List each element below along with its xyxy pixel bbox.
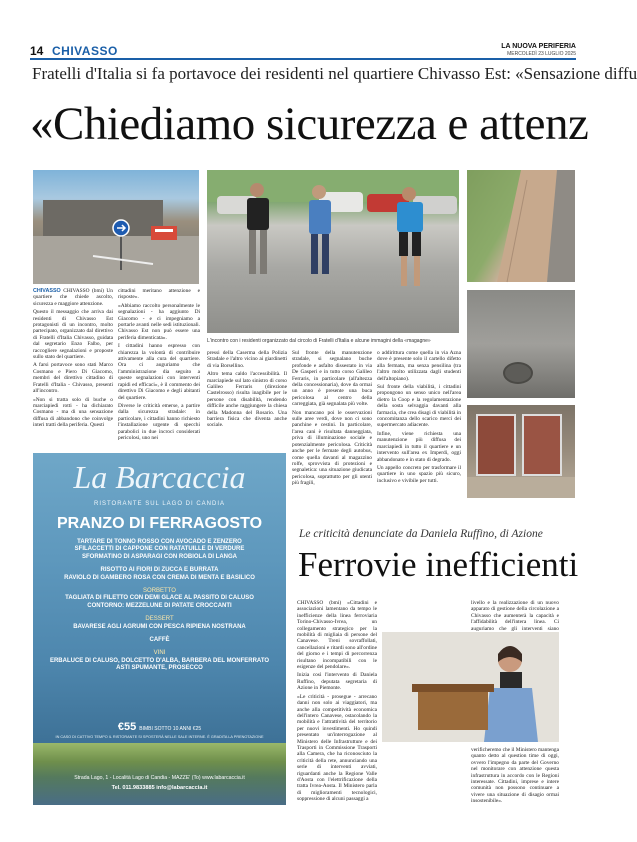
paragraph: «Non si tratta solo di buche o marciapiedi rotti - ha dichiarato Cosmano - ma di una sensazione diffusa di abbandono che coinvolge interi tratti della periferia. Questi	[33, 396, 113, 429]
ad-small-print: IN CASO DI CATTIVO TEMPO IL RISTORANTE SI SPOSTERÀ NELLE SALE INTERNE. È GRADITA LA PRENOTAZIONE	[55, 735, 264, 739]
ad-price	[33, 721, 286, 733]
article2-column-3	[471, 747, 559, 807]
paragraph: pressi della Caserma della Polizia Stradale e l'altro vicino ai giardinetti di via Borsellino.	[207, 350, 287, 369]
price-value: €55	[117, 721, 137, 733]
ad-title: La Barcaccia	[73, 459, 246, 495]
menu-line: SFILACCETTI DI CAPPONE CON RATATUILLE DI VERDURE	[74, 546, 245, 553]
paragraph: Infine, viene richiesta una manutenzione più diffusa dei marciapiedi in tutto il quartiere e un intervento sull'area ex Imperdi, oggi abbandonato e in stato di degrado.	[377, 430, 461, 463]
section-title: CHIVASSO	[52, 44, 118, 58]
menu-line: TARTARE DI TONNO ROSSO CON AVOCADO E ZENZERO	[77, 539, 242, 545]
lake-image	[33, 743, 286, 805]
ad-heading: PRANZO DI FERRAGOSTO	[56, 515, 263, 532]
paragraph: verificheremo che il Ministero mantenga quanto detto al question time di oggi, ovvero l'impegno da parte del Governo nel monitorare con attenzione questa infrastruttura in accordo con le Regioni interessate. Cittadini, imprese e intere comunità non possono continuare a vivere una situazione di disagio ormai insostenibile».	[471, 747, 560, 805]
menu-line: DESSERT	[145, 616, 174, 623]
paragraph: livello e la realizzazione di un nuovo apparato di gestione della circolazione a Chivasso che aumenterà la capacità e l'affidabilità dell'intera linea. Ci auguriamo che gli interventi siano	[471, 600, 559, 632]
paragraph: I cittadini hanno espresso con chiarezza la volontà di contribuire attivamente alla cura del quartiere. Ora ci auguriamo che l'amministrazione dia seguito a queste segnalazioni con interventi rapidi ed efficaci», è il commento dei direttivo Di Giacomo e degli abitanti del quartiere.	[118, 343, 200, 401]
menu-line: ASTI SPUMANTE, PROSECCO	[116, 665, 203, 672]
menu-line: TAGLIATA DI FILETTO CON DEMI GLACE AL PASSITO DI CALUSO	[65, 595, 254, 602]
paragraph: «Abbiamo raccolto personalmente le segnalazioni - ha aggiunto Di Giacomo - e ci impegniamo a portarle avanti nelle sedi istituzionali. Chivasso Est non può essere una periferia dimenticata».	[118, 302, 200, 341]
article2-column-1	[297, 600, 377, 805]
paragraph: Sul fronte della manutenzione stradale, si segnalano buche profonde e asfalto dissestato in via De Gasperi e in tutto corso Galileo Ferraris, in particolare (all'altezza della concessionaria), dove da ormai un anno è presente una buca pericolosa al centro della carreggiata, già segnalata più volte.	[292, 350, 372, 408]
ad-menu	[41, 539, 278, 673]
photo-manhole	[467, 290, 575, 398]
article-headline: «Chiediamo sicurezza e attenz	[30, 98, 589, 150]
paragraph: CHIVASSO (bmi) «Cittadini e associazioni lamentano da tempo le inefficienze della linea ferroviaria Torino-Chivasso-Ivrea, un collegamento strategico per la mobilità di migliaia di persone del Canavese. Treni sovraffollati, cancellazioni e ritardi sono all'ordine del giorno e i tempi di percorrenza risultano incompatibili con le esigenze del pendolare».	[297, 600, 377, 671]
article-kicker: Fratelli d'Italia si fa portavoce dei residenti nel quartiere Chivasso Est: «Sensazione diffu	[32, 64, 637, 83]
menu-line: SORBETTO	[143, 588, 176, 595]
menu-line: VINI	[153, 650, 166, 657]
menu-line: BAVARESE AGLI AGRUMI CON PESCA RIPIENA NOSTRANA	[73, 623, 246, 630]
paragraph: Diverse le criticità emerse, a partire dalla sicurezza stradale: in particolare, i cittadini hanno richiesto l'installazione urgente di specchi parabolici in due incroci considerati pericolosi, uno nei	[118, 402, 200, 441]
paragraph: A farsi portavoce sono stati Marco Cosmano e Piero Di Giacomo, membri del direttivo cittadino di Fratelli d'Italia - Chivasso, presenti all'incontro.	[33, 362, 113, 395]
menu-line: SFORMATINO DI ASPARAGI CON ROBIOLA DI LANGA	[82, 553, 237, 560]
photo-meeting	[207, 170, 459, 333]
article2-kicker: Le criticità denunciate da Daniela Ruffino, di Azione	[299, 528, 543, 540]
article-column-4	[292, 350, 372, 496]
menu-line: RAVIOLO DI GAMBERO ROSA CON CREMA DI MENTA E BASILICO	[64, 574, 255, 581]
article2-column-2	[471, 600, 559, 630]
paragraph: cittadini meritano attenzione e risposte».	[118, 288, 200, 301]
article-column-3	[207, 350, 287, 450]
menu-line: RISOTTO AI FIORI DI ZUCCA E BURRATA	[100, 567, 219, 574]
photo-building	[467, 405, 575, 498]
photo-street-sign	[33, 170, 199, 284]
paragraph: Non mancano poi le osservazioni sulle aree verdi, dove non ci sono panchine e cestini. In particolare, l'area cani è risultata danneggiata, priva di illuminazione sociale e potenzialmente pericolosa. Criticità anche per le fermate degli autobus, come quella davanti al magazzino rolfe, sprovvista di protezioni e segnaletica: una situazione giudicata pericolosa, soprattutto per gli utenti più fragili,	[292, 409, 372, 487]
newspaper-name: LA NUOVA PERIFERIA	[501, 43, 576, 50]
article-column-5	[377, 350, 461, 496]
paragraph: «Le criticità - prosegue - arrecano danni non solo ai viaggiatori, ma anche alla competitività economica dell'intero Canavese, ostacolando la mobilità e l'attrattività del territorio per nuovi investimenti. Ho quindi presentato un'interrogazione al Ministero delle Infrastrutture e dei Trasporti in Commissione Trasporti alla Camera, che ha riconosciuto la criticità della rete, annunciando una serie di interventi avviati, riguardanti anche la Regione Valle d'Aosta con l'elettrificazione della tratta Ivrea-Aosta. Il Ministero parla di miglioramenti tecnologici, soppressione di alcuni passaggi a	[297, 693, 377, 803]
menu-line: CONTORNO: MEZZELUNE DI PATATE CROCCANTI	[87, 602, 232, 609]
article-column-1	[33, 288, 113, 448]
paragraph: Questo il messaggio che arriva dai residenti di Chivasso Est protagonisti di un incontro, molto partecipato, organizzato dal direttivo di Fratelli d'Italia Chivasso, guidata dal segretario Enzo Falbo, per raccogliere segnalazioni e proposte sullo stato del quartiere.	[33, 309, 113, 361]
restaurant-advertisement[interactable]	[33, 453, 286, 805]
ad-subtitle: RISTORANTE SUL LAGO DI CANDIA	[93, 501, 226, 507]
photo-caption: L'incontro con i residenti organizzato dal circolo di Fratelli d'Italia e alcune immagini della «magagne»	[207, 338, 431, 344]
ad-address[interactable]: Strada Lago, 1 - Località Lago di Candia - MAZZE' (To) www.labarcaccia.it	[74, 775, 245, 781]
article-column-2	[118, 288, 200, 448]
paragraph: Sul fronte della viabilità, i cittadini propongono un senso unico nell'area dietro la Coop e la regolamentazione della sosta selvaggia davanti alla farmacia, che crea disagi di viabilità in concomitanza dello scarico merci dei supermercato adiacente.	[377, 384, 461, 429]
ad-contact[interactable]: Tel. 011.9833885 info@labarcaccia.it	[111, 785, 208, 791]
manhole-cover	[503, 362, 533, 384]
paragraph: CHIVASSO (bmi) Un quartiere che chiede ascolto, sicurezza e maggiore attenzione.	[33, 288, 113, 307]
page-number: 14	[30, 44, 44, 58]
page-header	[30, 44, 576, 60]
menu-line: ERBALUCE DI CALUSO, DOLCETTO D'ALBA, BARBERA DEL MONFERRATO	[49, 657, 270, 664]
dateline: CHIVASSO	[33, 288, 61, 294]
price-note: BIMBI SOTTO 10 ANNI €25	[139, 726, 202, 732]
menu-line: CAFFÈ	[149, 637, 170, 644]
photo-sidewalk	[467, 170, 575, 282]
paragraph: Inizia così l'intervento di Daniela Ruffino, deputata segretaria di Azione in Piemonte.	[297, 672, 377, 692]
paragraph: Un appello concreto per trasformare il quartiere in uno spazio più sicuro, inclusivo e vivibile per tutti.	[377, 464, 461, 484]
paragraph: Altro tema caldo l'accessibilità. Il marciapiede sul lato sinistro di corso Galileo Ferraris (direzione Castelrosso) risulta inagibile per le persone con disabilità, rendendo difficile anche raggiungere la chiesa della Madonna del Rosario. Una barriera fisica che diventa anche sociale.	[207, 371, 287, 429]
article2-headline: Ferrovie inefficienti	[298, 545, 579, 584]
newspaper-date: MERCOLEDÌ 23 LUGLIO 2025	[507, 51, 576, 57]
photo-speaker	[382, 632, 559, 742]
paragraph: o addirittura come quella in via Azna dove è presente solo il cartello difetto alla fermata, ma senza pensilina (tra l'altro molto utilizzata dagli studenti dell'altopiano).	[377, 350, 461, 382]
